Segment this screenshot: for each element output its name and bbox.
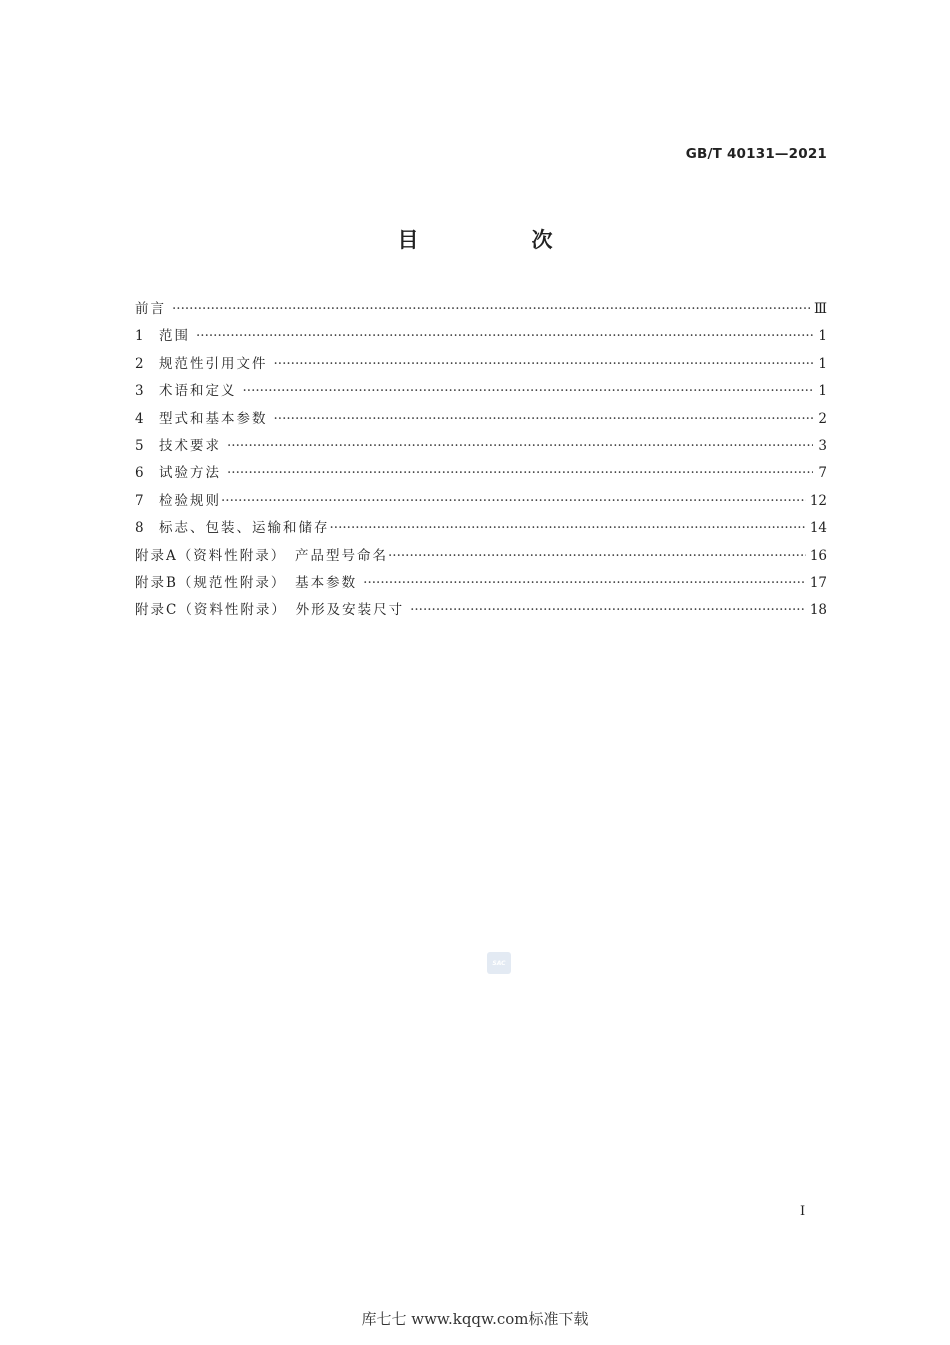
toc-entry-6[interactable] [135, 461, 827, 488]
sac-watermark-text: SAC [492, 959, 506, 967]
toc-page: 14 [809, 520, 827, 537]
toc-label: 规范性引用文件 [159, 355, 268, 372]
toc-page: 1 [818, 328, 827, 345]
standard-code: GB/T 40131—2021 [685, 146, 827, 162]
toc-leader [172, 301, 810, 317]
toc-entry-appendix-a[interactable] [135, 544, 827, 571]
toc-number: 1 [135, 328, 144, 345]
toc-entry-5[interactable] [135, 434, 827, 461]
toc-leader [227, 465, 813, 481]
sac-watermark-logo [487, 952, 511, 974]
toc-page: 1 [818, 355, 827, 372]
toc-entry-appendix-c[interactable] [135, 598, 827, 625]
toc-leader [274, 356, 814, 372]
toc-entry-4[interactable] [135, 407, 827, 434]
toc-label: 标志、包装、运输和储存 [159, 520, 330, 537]
toc-number: 7 [135, 492, 144, 509]
toc-leader [227, 438, 813, 454]
toc-entry-3[interactable] [135, 379, 827, 406]
toc-leader [363, 575, 806, 591]
toc-entry-1[interactable] [135, 324, 827, 351]
toc-number: 4 [135, 410, 144, 427]
toc-page: 12 [809, 492, 827, 509]
toc-page: 7 [818, 465, 827, 482]
toc-label: 前言 [135, 301, 166, 317]
toc-label: 试验方法 [159, 465, 221, 482]
toc-page: 16 [809, 547, 827, 564]
toc-page: 2 [818, 410, 827, 427]
table-of-contents [135, 297, 827, 626]
toc-leader [388, 548, 806, 564]
toc-page: 3 [818, 437, 827, 454]
toc-number: 8 [135, 520, 144, 537]
toc-leader [274, 411, 814, 427]
toc-leader [243, 383, 814, 399]
toc-label: 技术要求 [159, 437, 221, 454]
toc-page: 1 [818, 383, 827, 400]
toc-leader [196, 328, 813, 344]
toc-entry-appendix-b[interactable] [135, 571, 827, 598]
toc-entry-8[interactable] [135, 516, 827, 543]
page-title: 目 次 [397, 228, 599, 252]
toc-entry-foreword[interactable] [135, 297, 827, 324]
toc-label: 术语和定义 [159, 383, 237, 400]
toc-page: Ⅲ [813, 301, 827, 317]
toc-page: 17 [809, 574, 827, 591]
toc-label: 附录B（规范性附录） 基本参数 [135, 574, 358, 591]
page-number: I [800, 1204, 806, 1219]
toc-entry-7[interactable] [135, 489, 827, 516]
toc-leader [330, 520, 806, 536]
toc-label: 附录C（资料性附录） 外形及安装尺寸 [135, 602, 405, 619]
toc-number: 5 [135, 437, 144, 454]
toc-leader [221, 493, 806, 509]
toc-leader [410, 602, 806, 618]
toc-entry-2[interactable] [135, 352, 827, 379]
toc-label: 型式和基本参数 [159, 410, 268, 427]
toc-label: 检验规则 [159, 492, 221, 509]
toc-label: 范围 [159, 328, 190, 345]
toc-label: 附录A（资料性附录） 产品型号命名 [135, 547, 388, 564]
toc-number: 6 [135, 465, 144, 482]
toc-page: 18 [809, 602, 827, 619]
footer-download-note: 库七七 www.kqqw.com标准下载 [361, 1310, 589, 1328]
toc-number: 3 [135, 383, 144, 400]
toc-number: 2 [135, 355, 144, 372]
